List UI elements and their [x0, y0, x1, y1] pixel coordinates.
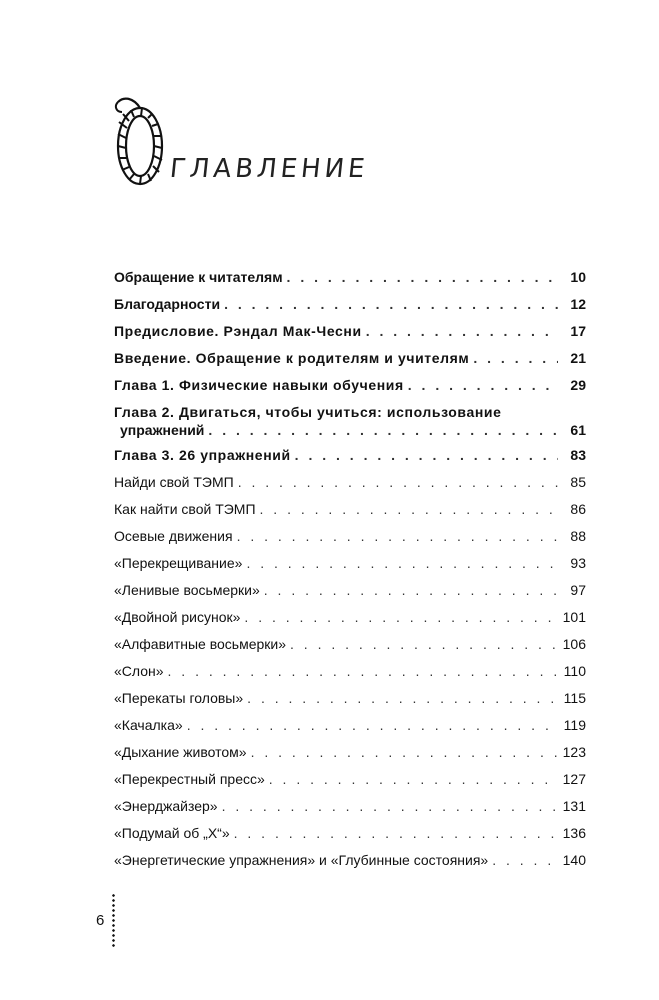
- toc-entry-page: 115: [563, 690, 586, 706]
- toc-entry-title: «Слон»: [114, 663, 164, 679]
- toc-entry-title: «Ленивые восьмерки»: [114, 582, 260, 598]
- toc-entry[interactable]: [114, 399, 586, 442]
- toc-entry-title: Введение. Обращение к родителям и учителям: [114, 350, 470, 366]
- toc-entry-page: 88: [570, 528, 586, 544]
- toc-entry-title: «Перекрестный пресс»: [114, 771, 265, 787]
- leader-dots: [290, 631, 558, 658]
- toc-entry-title: «Качалка»: [114, 717, 183, 733]
- toc-entry[interactable]: [114, 372, 586, 399]
- toc-entry-page: 136: [562, 825, 586, 841]
- leader-dots: [247, 685, 558, 712]
- toc-entry-page: 123: [562, 744, 586, 760]
- toc-entry-title: Осевые движения: [114, 528, 233, 544]
- toc-entry[interactable]: [114, 496, 586, 523]
- toc-entry-page: 110: [563, 663, 586, 679]
- toc-entry[interactable]: [114, 631, 586, 658]
- leader-dots: [237, 523, 558, 550]
- toc-entry-title: Найди свой ТЭМП: [114, 474, 234, 490]
- leader-dots: [473, 345, 558, 372]
- toc-entry-title-continued: упражнений: [120, 422, 205, 438]
- toc-entry-page: 21: [570, 350, 586, 366]
- toc-entry-title: «Дыхание животом»: [114, 744, 247, 760]
- toc-entry-page: 131: [562, 798, 586, 814]
- toc-entry[interactable]: [114, 577, 586, 604]
- toc-entry-title: Глава 2. Двигаться, чтобы учиться: использование: [114, 404, 502, 420]
- leader-dots: [260, 496, 558, 523]
- leader-dots: [238, 469, 558, 496]
- toc-entry-title: «Перекрещивание»: [114, 555, 243, 571]
- toc-entry[interactable]: [114, 739, 586, 766]
- contents-heading: [110, 92, 410, 192]
- toc-entry[interactable]: [114, 264, 586, 291]
- toc-entry-title: Благодарности: [114, 296, 221, 312]
- toc-entry[interactable]: [114, 442, 586, 469]
- toc-entry-page: 86: [570, 501, 586, 517]
- toc-entry[interactable]: [114, 766, 586, 793]
- toc-entry-page: 17: [570, 323, 586, 339]
- margin-dotted-rule: [112, 893, 115, 947]
- toc-entry-page: 85: [570, 474, 586, 490]
- toc-entry[interactable]: [114, 793, 586, 820]
- toc-entry[interactable]: [114, 523, 586, 550]
- leader-dots: [246, 550, 558, 577]
- toc-entry-page: 127: [562, 771, 586, 787]
- leader-dots: [222, 793, 558, 820]
- toc-entry-page: 10: [570, 269, 586, 285]
- page-number: 6: [96, 912, 105, 929]
- toc-entry-page: 106: [562, 636, 586, 652]
- leader-dots: [251, 739, 558, 766]
- leader-dots: [287, 264, 558, 291]
- toc-entry[interactable]: [114, 291, 586, 318]
- toc-entry-title: Глава 1. Физические навыки обучения: [114, 377, 404, 393]
- toc-entry-title: Как найти свой ТЭМП: [114, 501, 256, 517]
- toc-entry-page: 61: [570, 422, 586, 438]
- toc-entry-page: 101: [562, 609, 586, 625]
- toc-entry-title: «Энерджайзер»: [114, 798, 218, 814]
- toc-entry[interactable]: [114, 550, 586, 577]
- toc-entry-page: 97: [570, 582, 586, 598]
- leader-dots: [244, 604, 558, 631]
- toc-entry-title: «Подумай об „Х“»: [114, 825, 230, 841]
- leader-dots: [492, 847, 558, 874]
- toc-entry[interactable]: [114, 712, 586, 739]
- toc-entry-title: «Перекаты головы»: [114, 690, 244, 706]
- toc-entry[interactable]: [114, 847, 586, 874]
- toc-entry-title: Обращение к читателям: [114, 269, 283, 285]
- leader-dots: [234, 820, 558, 847]
- toc-entry-page: 119: [563, 717, 586, 733]
- toc-entry[interactable]: [114, 685, 586, 712]
- leader-dots: [224, 291, 558, 318]
- leader-dots: [264, 577, 558, 604]
- leader-dots: [208, 421, 558, 439]
- toc-entry-page: 29: [570, 377, 586, 393]
- toc-entry-page: 140: [562, 852, 586, 868]
- toc-entry-page: 83: [570, 447, 586, 463]
- toc-entry-title: Глава 3. 26 упражнений: [114, 447, 291, 463]
- leader-dots: [269, 766, 558, 793]
- heading-title: ГЛАВЛЕНИЕ: [168, 154, 371, 184]
- toc-entry[interactable]: [114, 469, 586, 496]
- toc-entry-title: «Алфавитные восьмерки»: [114, 636, 287, 652]
- leader-dots: [187, 712, 558, 739]
- toc-entry[interactable]: [114, 318, 586, 345]
- rope-letter-o-icon: [110, 92, 176, 192]
- leader-dots: [408, 372, 558, 399]
- toc-entry-page: 12: [570, 296, 586, 312]
- table-of-contents: [114, 264, 586, 874]
- toc-entry-title: «Двойной рисунок»: [114, 609, 241, 625]
- toc-entry-title: Предисловие. Рэндал Мак-Чесни: [114, 323, 362, 339]
- toc-entry[interactable]: [114, 820, 586, 847]
- toc-entry-title: «Энергетические упражнения» и «Глубинные состояния»: [114, 852, 489, 868]
- toc-entry[interactable]: [114, 658, 586, 685]
- toc-entry[interactable]: [114, 345, 586, 372]
- toc-entry-page: 93: [570, 555, 586, 571]
- leader-dots: [366, 318, 558, 345]
- leader-dots: [168, 658, 558, 685]
- heading-initial: О: [132, 150, 133, 151]
- toc-entry[interactable]: [114, 604, 586, 631]
- leader-dots: [295, 442, 558, 469]
